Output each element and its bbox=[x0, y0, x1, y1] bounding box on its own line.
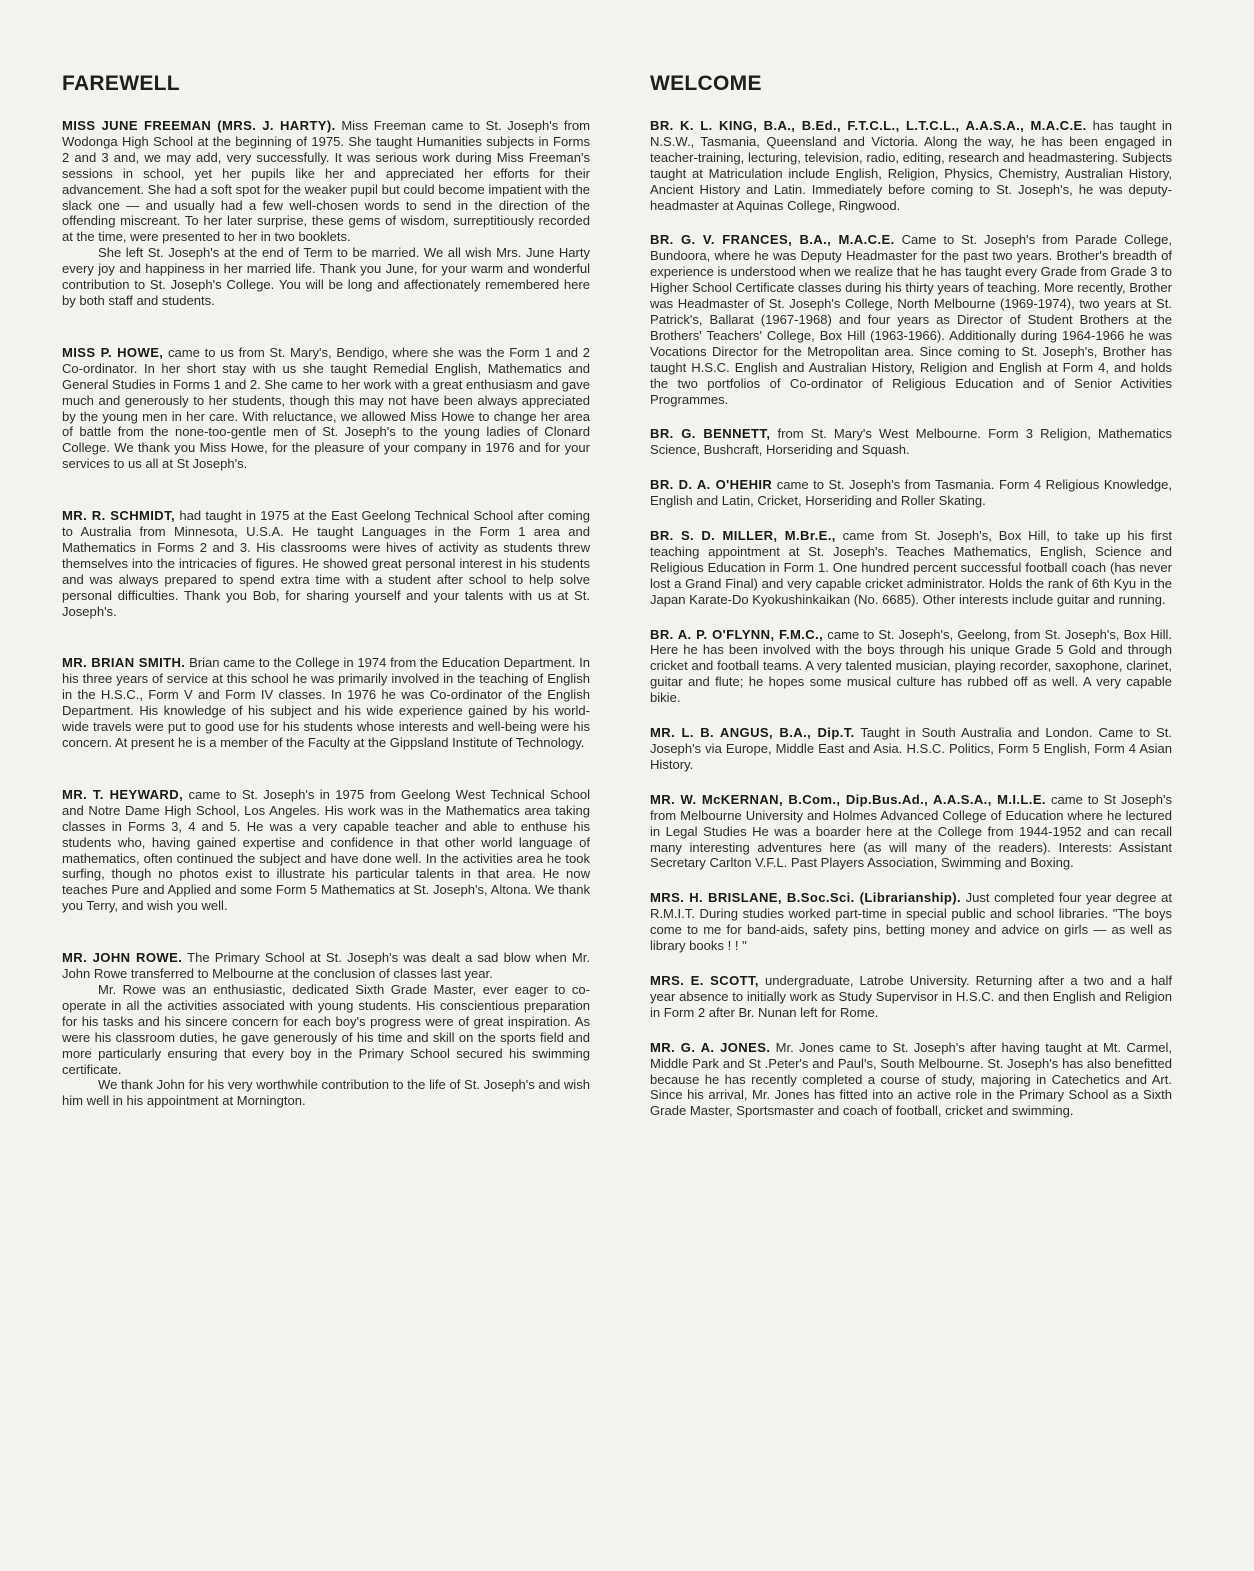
entry-paragraph bbox=[650, 725, 1172, 773]
paragraph-text: from St. Mary's West Melbourne. Form 3 Religion, Mathematics Science, Bushcraft, Horseriding and Squash. bbox=[650, 426, 1173, 458]
staff-name: MRS. H. BRISLANE, B.Soc.Sci. (Librarianship). bbox=[650, 890, 962, 906]
welcome-entry bbox=[650, 725, 1172, 773]
welcome-entry bbox=[650, 232, 1172, 407]
staff-name: MISS JUNE FREEMAN (MRS. J. HARTY). bbox=[62, 118, 336, 133]
entry-paragraph bbox=[650, 627, 1172, 707]
entry-paragraph bbox=[62, 950, 590, 982]
entry-paragraph bbox=[62, 1077, 590, 1109]
entry-paragraph bbox=[62, 118, 590, 245]
paragraph-text: Mr. Jones came to St. Joseph's after having taught at Mt. Carmel, Middle Park and St .Peter's and Paul's, South Melbourne. St. Joseph's has also benefitted because he has recently completed a course of study, majoring in Catechetics and Art. Since his arrival, Mr. Jones has fitted into an active role in the Primary School as a Sixth Grade Master, Sportsmaster and coach of football, cricket and swimming. bbox=[650, 1039, 1173, 1119]
entry-paragraph bbox=[650, 118, 1172, 213]
staff-name: BR. S. D. MILLER, M.Br.E., bbox=[650, 528, 836, 544]
welcome-entry bbox=[650, 792, 1172, 872]
paragraph-text: Came to St. Joseph's from Parade College, Bundoora, where he was Deputy Headmaster for the past two years. Brother's breadth of experience is understood when we realize that he has taught every Grade from Grade 3 to Higher School Certificate classes during his thirty years of teaching. More recently, Brother was Headmaster of St. Joseph's College, North Melbourne (1969-1974), two years at St. Patrick's, Ballarat (1967-1968) and four years as Director of Student Brothers at the Brothers' Teachers' College, Box Hill (1963-1966). Additionally during 1964-1966 he was Vocations Director for the Metropolitan area. Since coming to St. Joseph's, Brother has taught H.S.C. English and Australian History, Religion and English at Form 4, and holds the two portfolios of Co-ordinator of Religious Education and of Senior Activities Programmes. bbox=[650, 232, 1173, 407]
entry-paragraph bbox=[62, 345, 590, 472]
entry-paragraph bbox=[62, 982, 590, 1077]
staff-name: MR. BRIAN SMITH. bbox=[62, 655, 186, 671]
welcome-list bbox=[650, 118, 1172, 1119]
entry-paragraph bbox=[650, 1040, 1172, 1120]
staff-name: BR. G. V. FRANCES, B.A., M.A.C.E. bbox=[650, 232, 895, 248]
welcome-heading: WELCOME bbox=[650, 72, 762, 95]
entry-paragraph bbox=[62, 508, 590, 619]
paragraph-text: We thank John for his very worthwhile contribution to the life of St. Joseph's and wish him well in his appointment at Mornington. bbox=[62, 1077, 590, 1109]
paragraph-text: had taught in 1975 at the East Geelong Technical School after coming to Australia from Minnesota, U.S.A. He taught Languages in the Form 1 area and Mathematics in Forms 2 and 3. His classrooms were hives of activity as students threw themselves into the intricacies of figures. He showed great personal interest in his students and was always prepared to spend extra time with a student after school to help solve personal difficulties. Thank you Bob, for sharing yourself and your talents with us at St. Joseph's. bbox=[62, 508, 591, 619]
welcome-entry bbox=[650, 118, 1172, 213]
farewell-entry bbox=[62, 787, 590, 914]
paragraph-text: came to St. Joseph's in 1975 from Geelong West Technical School and Notre Dame High School, Los Angeles. His work was in the Mathematics area taking classes in Forms 3, 4 and 5. He was a very capable teacher and able to enthuse his students who, having gained expertise and confidence in that other world language of mathematics, often continued the subject and have done well. In the activities area he took surfing, though no photos exist to illustrate his particular talents in that area. He now teaches Pure and Applied and some Form 5 Mathematics at St. Joseph's, Altona. We thank you Terry, and wish you well. bbox=[62, 786, 590, 914]
welcome-entry bbox=[650, 890, 1172, 954]
paragraph-text: has taught in N.S.W., Tasmania, Queensland and Victoria. Along the way, he has been engaged in teacher-training, lecturing, television, radio, editing, research and headmastering. Subjects taught at Matriculation include English, Religion, Physics, Chemistry, Australian History, Ancient History and Latin. Immediately before coming to St. Joseph's, he was deputy-headmaster at Aquinas College, Ringwood. bbox=[650, 118, 1173, 213]
paragraph-text: Miss Freeman came to St. Joseph's from Wodonga High School at the beginning of 1975. She taught Humanities subjects in Forms 2 and 3 and, we may add, very successfully. It was serious work during Miss Freeman's sessions in school, yet her pupils like her and appreciated her efforts for their advancement. She had a soft spot for the weaker pupil but could become impatient with the slack one — and usually had a few well-chosen words to send in the direction of the offending miscreant. To her later surprise, these gems of wisdom, surreptitiously recorded at the time, were presented to her in two booklets. bbox=[62, 118, 590, 245]
farewell-entry bbox=[62, 950, 590, 1109]
entry-paragraph bbox=[650, 528, 1172, 608]
staff-name: MR. R. SCHMIDT, bbox=[62, 508, 176, 524]
staff-name: MR. L. B. ANGUS, B.A., Dip.T. bbox=[650, 725, 855, 741]
staff-name: MR. W. McKERNAN, B.Com., Dip.Bus.Ad., A.A.S.A., M.I.L.E. bbox=[650, 791, 1046, 807]
farewell-entry bbox=[62, 345, 590, 472]
welcome-entry bbox=[650, 1040, 1172, 1120]
welcome-entry bbox=[650, 477, 1172, 509]
staff-name: MR. G. A. JONES. bbox=[650, 1039, 771, 1055]
entry-paragraph bbox=[650, 792, 1172, 872]
staff-name: MR. JOHN ROWE. bbox=[62, 950, 183, 966]
farewell-entry bbox=[62, 508, 590, 619]
welcome-entry bbox=[650, 528, 1172, 608]
staff-name: BR. G. BENNETT, bbox=[650, 426, 771, 442]
staff-name: BR. A. P. O'FLYNN, F.M.C., bbox=[650, 626, 824, 642]
farewell-list bbox=[62, 118, 590, 1109]
farewell-entry bbox=[62, 118, 590, 309]
farewell-entry bbox=[62, 655, 590, 750]
paragraph-text: Just completed four year degree at R.M.I.T. During studies worked part-time in special public and school libraries. "The boys come to me for band-aids, safety pins, betting money and advice on girls — as well as library books ! ! " bbox=[650, 890, 1172, 954]
paragraph-text: undergraduate, Latrobe University. Returning after a two and a half year absence to initially work as Study Supervisor in H.S.C. and then English and Religion in Form 2 after Br. Nunan left for Rome. bbox=[650, 972, 1172, 1020]
welcome-entry bbox=[650, 973, 1172, 1021]
entry-paragraph bbox=[62, 787, 590, 914]
paragraph-text: Brian came to the College in 1974 from the Education Department. In his three years of service at this school he was primarily involved in the teaching of English in the H.S.C., Form V and Form IV classes. In 1976 he was Co-ordinator of the English Department. His knowledge of his subject and his wide experience gained by his world-wide travels were put to good use for his students whose interests and well-being were his concern. At present he is a member of the Faculty at the Gippsland Institute of Technology. bbox=[62, 655, 590, 750]
paragraph-text: came to St. Joseph's, Geelong, from St. Joseph's, Box Hill. Here he has been involved with the boys through his unique Grade 5 Gold and through cricket and football teams. A very talented musician, playing recorder, saxophone, clarinet, guitar and flute; he hopes some musical culture has rubbed off as well. A very capable bikie. bbox=[650, 626, 1172, 706]
paragraph-text: came to us from St. Mary's, Bendigo, where she was the Form 1 and 2 Co-ordinator. In her short stay with us she taught Remedial English, Mathematics and General Studies in Forms 1 and 2. She came to her work with a great enthusiasm and gave much and generously to her students, though this may not have been always appreciated by the young men in her care. With reluctance, we allowed Miss Howe to change her area of battle from the none-too-gentle men of St. Joseph's to the young ladies of Clonard College. We thank you Miss Howe, for the pleasure of your company in 1976 and for your services to us all at St Joseph's. bbox=[62, 344, 590, 472]
staff-name: MR. T. HEYWARD, bbox=[62, 786, 184, 802]
staff-name: BR. D. A. O'HEHIR bbox=[650, 477, 773, 493]
entry-paragraph bbox=[62, 655, 590, 750]
staff-name: MISS P. HOWE, bbox=[62, 344, 164, 360]
entry-paragraph bbox=[650, 973, 1172, 1021]
paragraph-text: She left St. Joseph's at the end of Term to be married. We all wish Mrs. June Harty every joy and happiness in her married life. Thank you June, for your warm and wonderful contribution to St. Joseph's College. You will be long and affectionately remembered here by both staff and students. bbox=[62, 245, 590, 308]
welcome-entry bbox=[650, 627, 1172, 707]
paragraph-text: Taught in South Australia and London. Came to St. Joseph's via Europe, Middle East and Asia. H.S.C. Politics, Form 5 English, Form 4 Asian History. bbox=[650, 725, 1173, 772]
paragraph-text: came to St Joseph's from Melbourne University and Holmes Advanced College of Education where he lectured in Legal Studies He was a boarder here at the College from 1944-1952 and can recall many interesting adventures here (as will many of the readers). Interests: Assistant Secretary Carlton V.F.L. Past Players Association, Swimming and Boxing. bbox=[650, 791, 1173, 871]
entry-paragraph bbox=[650, 890, 1172, 954]
farewell-column bbox=[62, 72, 590, 1145]
staff-name: MRS. E. SCOTT, bbox=[650, 972, 759, 988]
entry-paragraph bbox=[62, 245, 590, 309]
entry-paragraph bbox=[650, 232, 1172, 407]
welcome-entry bbox=[650, 426, 1172, 458]
welcome-column bbox=[650, 72, 1172, 1138]
paragraph-text: came from St. Joseph's, Box Hill, to take up his first teaching appointment at St. Joseph's. Teaches Mathematics, English, Science and Religious Education in Form 1. One hundred percent successful football coach (has never lost a Grand Final) and very capable cricket administrator. Holds the rank of 6th Kyu in the Japan Karate-Do Kyokushinkaikan (No. 6685). Other interests include guitar and running. bbox=[650, 528, 1172, 607]
entry-paragraph bbox=[650, 426, 1172, 458]
paragraph-text: The Primary School at St. Joseph's was dealt a sad blow when Mr. John Rowe transferred to Melbourne at the conclusion of classes last year. bbox=[62, 950, 591, 982]
staff-name: BR. K. L. KING, B.A., B.Ed., F.T.C.L., L.T.C.L., A.A.S.A., M.A.C.E. bbox=[650, 118, 1087, 133]
paragraph-text: came to St. Joseph's from Tasmania. Form 4 Religious Knowledge, English and Latin, Cricket, Horseriding and Roller Skating. bbox=[650, 477, 1173, 509]
paragraph-text: Mr. Rowe was an enthusiastic, dedicated Sixth Grade Master, ever eager to co-operate in all the activities associated with young students. His conscientious preparation for his tasks and his sincere concern for each boy's progress were of great inspiration. As were his classroom duties, he gave generously of his time and skill on the sports field and more particularly ensuring that every boy in the Primary School secured his swimming certificate. bbox=[62, 981, 590, 1077]
farewell-heading: FAREWELL bbox=[62, 72, 180, 95]
entry-paragraph bbox=[650, 477, 1172, 509]
